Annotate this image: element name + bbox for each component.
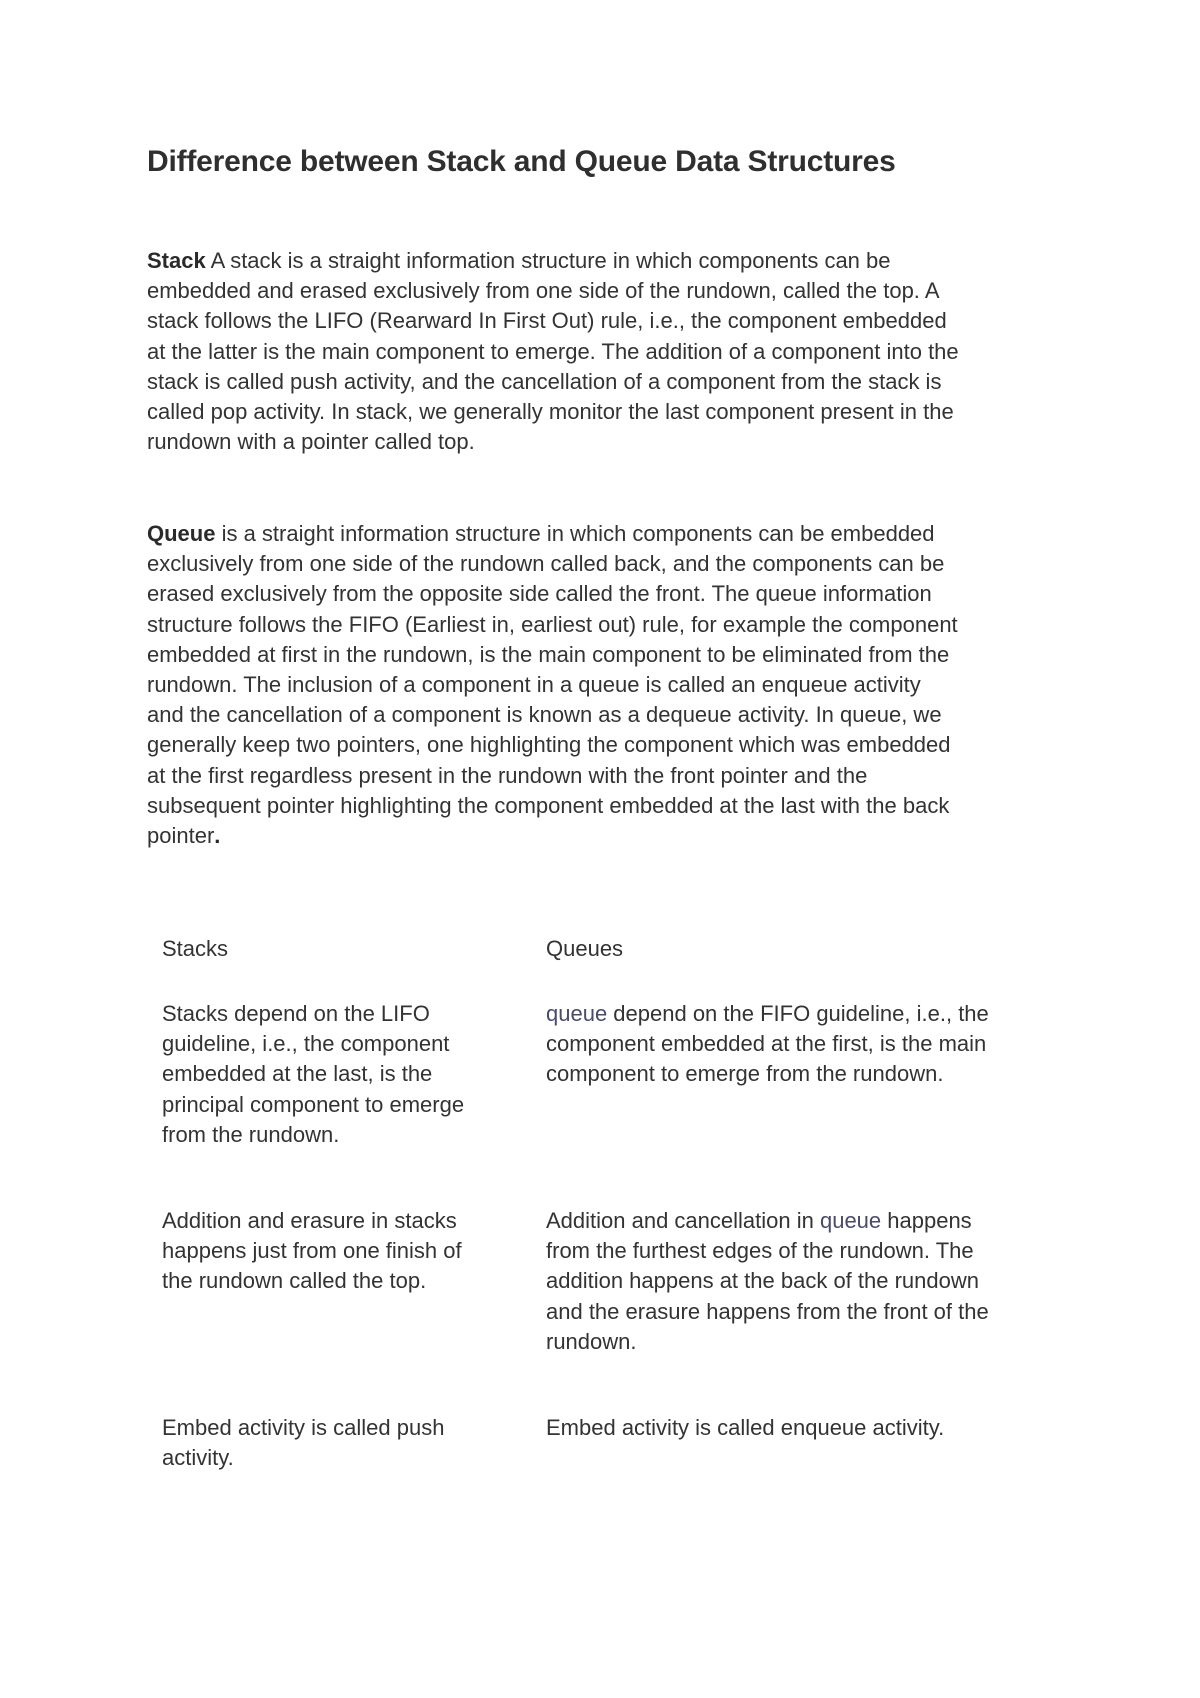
comparison-cell-queue: queue depend on the FIFO guideline, i.e., the component embedded at the first, is the main component to emerge from the rundown. bbox=[546, 1001, 989, 1087]
queue-paragraph-line: pointer. bbox=[147, 823, 221, 849]
queue-paragraph-line: structure follows the FIFO (Earliest in, earliest out) rule, for example the component bbox=[147, 611, 958, 637]
queue-paragraph-line: erased exclusively from the opposite side called the front. The queue information bbox=[147, 581, 932, 607]
stack-paragraph-line: rundown with a pointer called top. bbox=[147, 429, 475, 455]
queue-paragraph-line: embedded at first in the rundown, is the main component to be eliminated from the bbox=[147, 641, 950, 667]
stack-paragraph-line: embedded and erased exclusively from one side of the rundown, called the top. A bbox=[147, 278, 940, 304]
comparison-cell-stack: Addition and erasure in stacks happens just from one finish of the rundown called the top. bbox=[162, 1208, 462, 1294]
queue-paragraph-line: at the first regardless present in the rundown with the front pointer and the bbox=[147, 762, 868, 788]
comparison-cell-stack: Embed activity is called push activity. bbox=[162, 1415, 445, 1471]
stack-paragraph-line: at the latter is the main component to emerge. The addition of a component into the bbox=[147, 338, 959, 364]
stack-paragraph-line: stack is called push activity, and the cancellation of a component from the stack is bbox=[147, 368, 942, 394]
queue-paragraph-line: rundown. The inclusion of a component in a queue is called an enqueue activity bbox=[147, 672, 921, 698]
comparison-cell-queue: Embed activity is called enqueue activity. bbox=[546, 1415, 945, 1440]
queue-paragraph-line: Queue is a straight information structure in which components can be embedded bbox=[147, 521, 935, 546]
stack-paragraph-line: stack follows the LIFO (Rearward In First Out) rule, i.e., the component embedded bbox=[147, 308, 947, 334]
stack-term: Stack bbox=[147, 248, 206, 273]
queue-paragraph-line: and the cancellation of a component is known as a dequeue activity. In queue, we bbox=[147, 702, 942, 728]
document-title: Difference between Stack and Queue Data Structures bbox=[147, 145, 896, 178]
comparison-cell-queue: Addition and cancellation in queue happens from the furthest edges of the rundown. The addition happens at the back of the rundown and the erasure happens from the front of the rundown. bbox=[546, 1208, 989, 1354]
queue-paragraph-line: generally keep two pointers, one highlighting the component which was embedded bbox=[147, 732, 951, 758]
queue-paragraph-line: exclusively from one side of the rundown called back, and the components can be bbox=[147, 551, 945, 577]
queue-paragraph-line: subsequent pointer highlighting the component embedded at the last with the back bbox=[147, 792, 950, 818]
comparison-cell-stack: Stacks depend on the LIFO guideline, i.e., the component embedded at the last, is the principal component to emerge from the rundown. bbox=[162, 1001, 465, 1147]
stack-paragraph bbox=[147, 246, 1087, 457]
queue-paragraph bbox=[147, 519, 1087, 851]
stack-paragraph-line: Stack A stack is a straight information structure in which components can be bbox=[147, 248, 891, 273]
stack-paragraph-line: called pop activity. In stack, we generally monitor the last component present in the bbox=[147, 399, 954, 425]
queue-term: Queue bbox=[147, 521, 216, 546]
comparison-header-stacks: Stacks bbox=[162, 936, 229, 961]
comparison-header-queues: Queues bbox=[546, 936, 624, 961]
